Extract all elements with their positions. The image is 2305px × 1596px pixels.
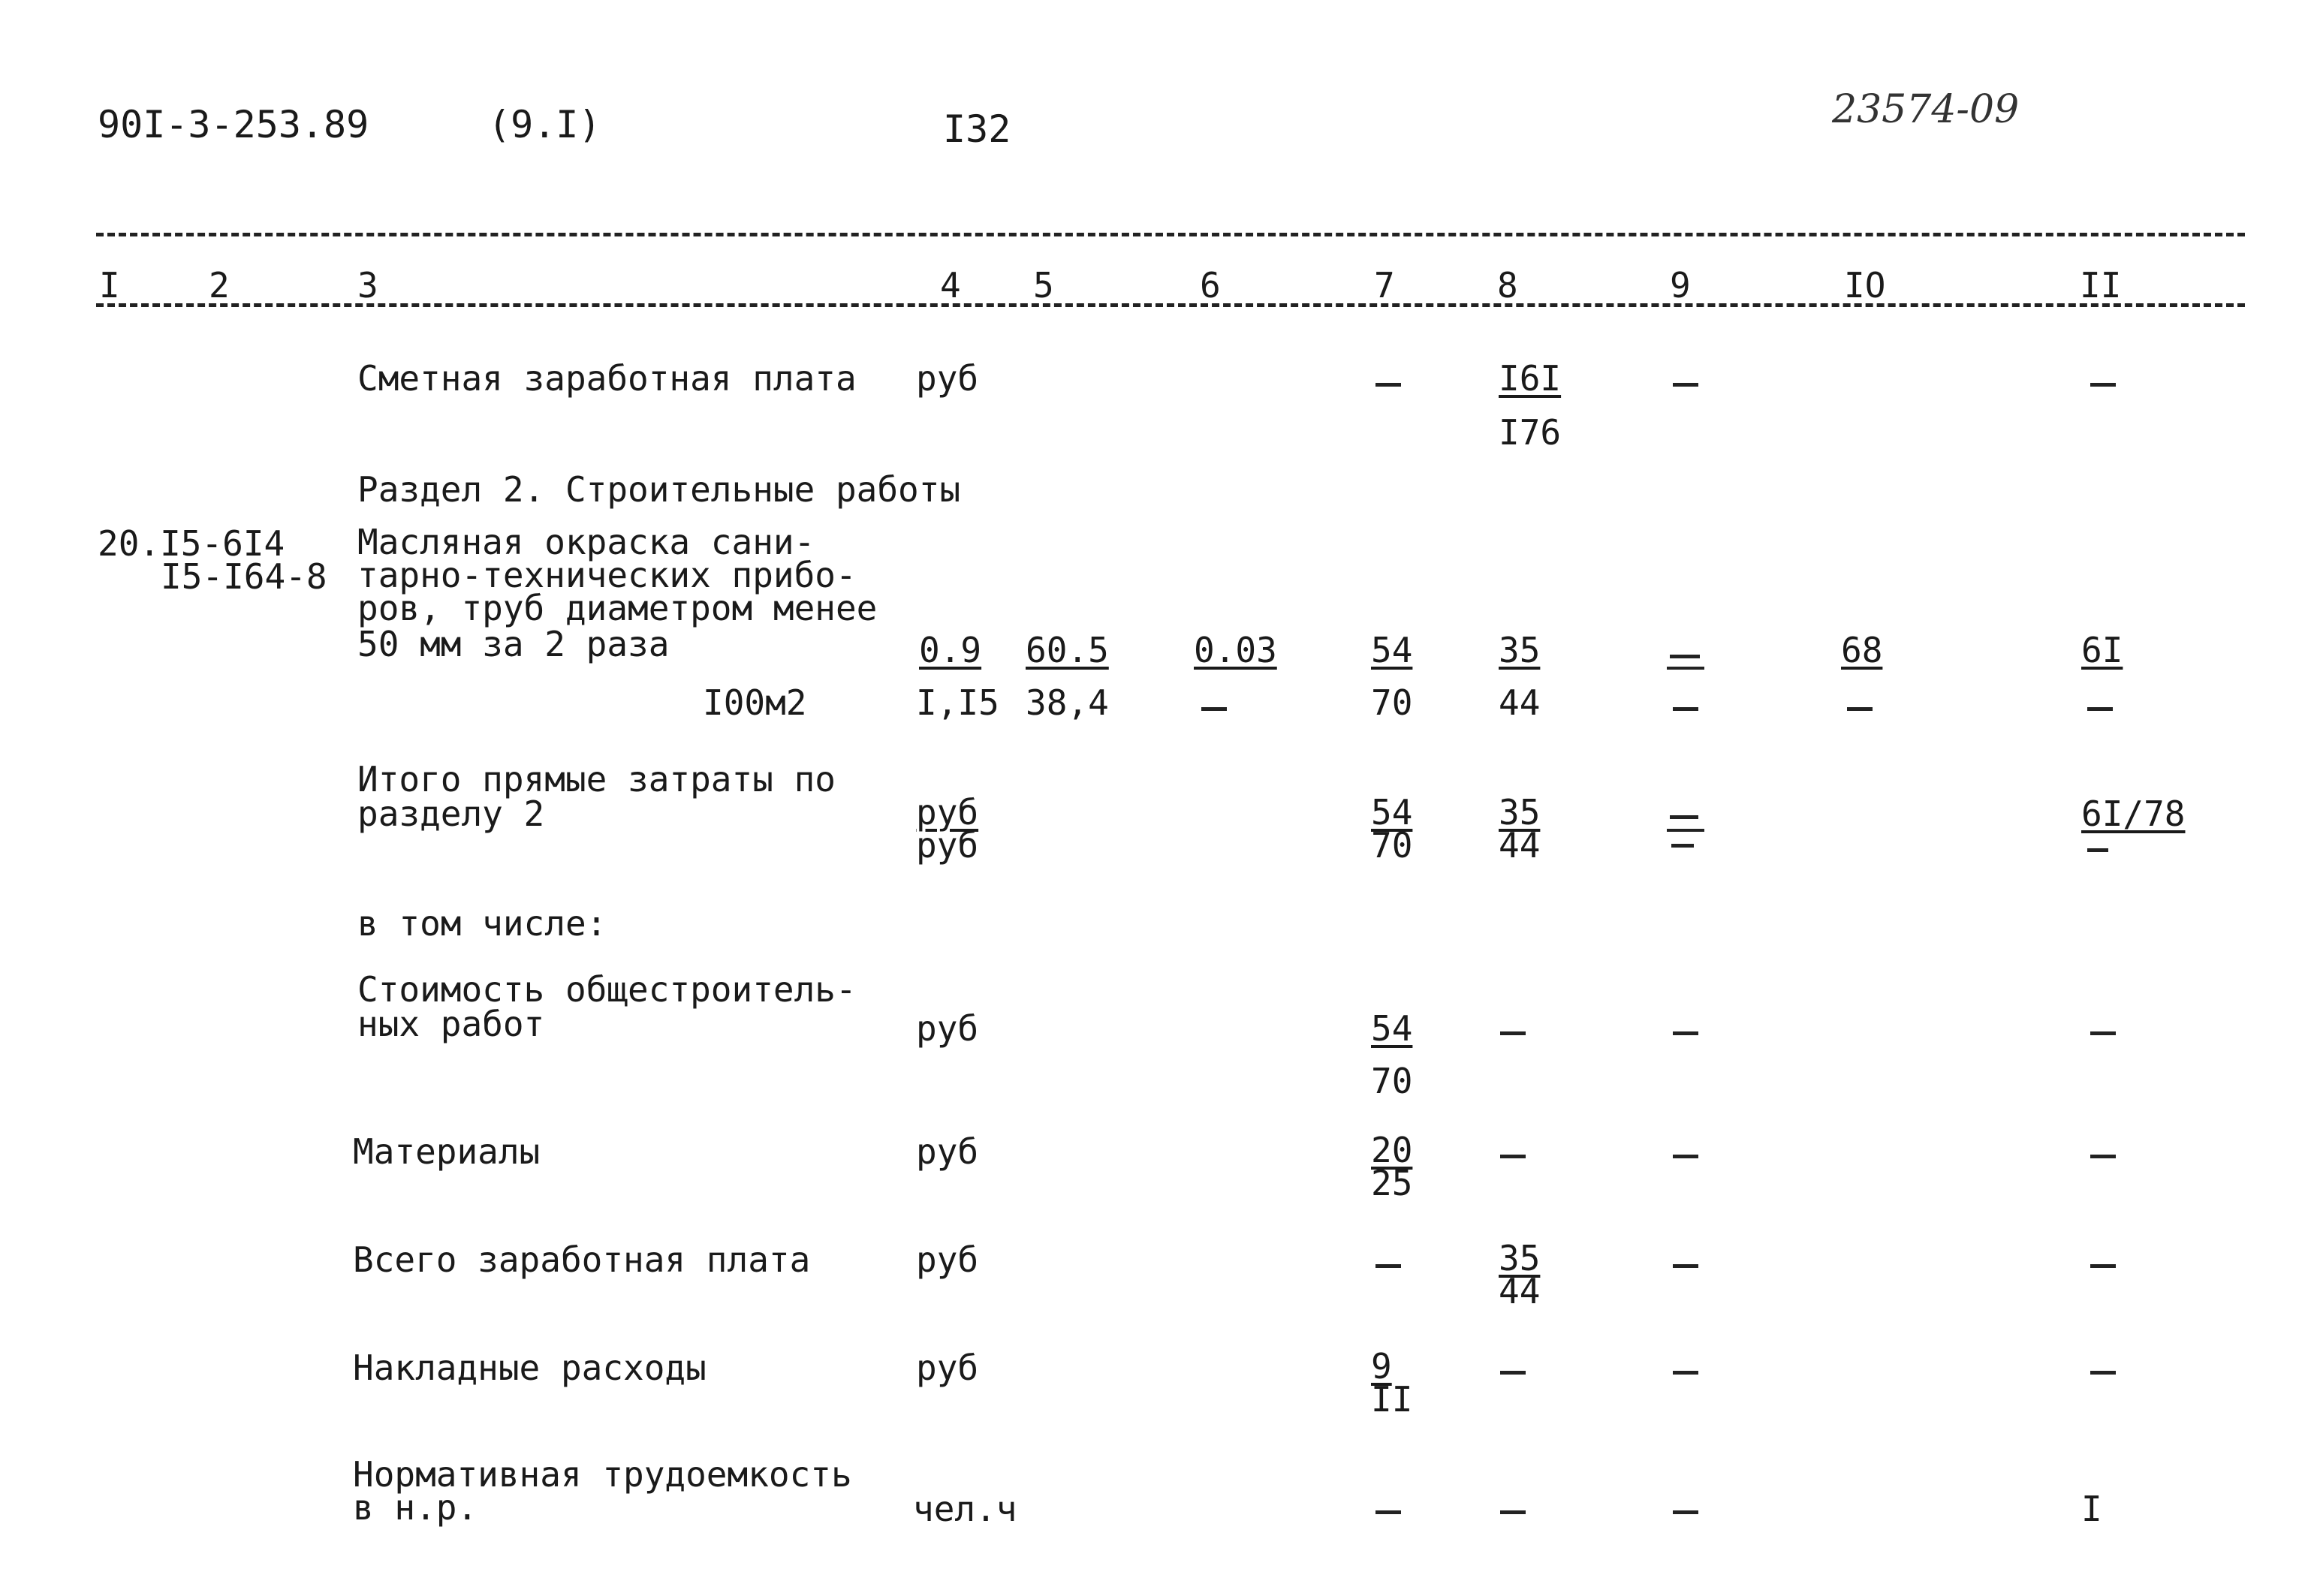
overhead-unit: руб	[916, 1348, 979, 1388]
overhead-c7-top: 9	[1371, 1346, 1392, 1387]
all-wage-label: Всего заработная плата	[353, 1239, 811, 1280]
total-c7-bottom: 70	[1371, 825, 1413, 866]
item-c10-dash	[1847, 707, 1873, 711]
item-c9-dash-2	[1673, 707, 1698, 711]
materials-c7-bottom: 25	[1371, 1163, 1413, 1203]
col-11: II	[2080, 265, 2122, 306]
total-c11-dash	[2087, 848, 2108, 852]
general-c7-top: 54	[1371, 1008, 1413, 1049]
item-c6-top: 0.03	[1194, 630, 1277, 670]
col-4: 4	[940, 265, 961, 306]
wage-unit: руб	[916, 358, 979, 399]
item-code-1: 20.I5-6I4	[98, 523, 285, 564]
all-wage-c8-bottom: 44	[1499, 1271, 1541, 1311]
header-rule-top	[96, 233, 2245, 236]
page-number: I32	[943, 107, 1011, 151]
overhead-c8-dash	[1500, 1371, 1526, 1375]
item-c11-dash	[2087, 707, 2113, 711]
item-c5-top: 60.5	[1026, 630, 1109, 670]
col-7: 7	[1374, 265, 1395, 306]
col-1: I	[99, 265, 120, 306]
wage-c11-dash	[2090, 383, 2116, 387]
all-wage-c7-dash	[1375, 1264, 1401, 1268]
item-desc-1: Масляная окраска сани-	[357, 522, 815, 562]
total-unit-bottom: руб	[916, 825, 979, 866]
item-c11-top: 6I	[2081, 630, 2123, 670]
labor-c9-dash	[1673, 1510, 1698, 1514]
general-label-1: Стоимость общестроитель-	[357, 969, 857, 1010]
item-desc-2: тарно-технических прибо-	[357, 555, 857, 595]
item-c4-bottom: I,I5	[916, 682, 999, 723]
total-c9-rule	[1667, 829, 1704, 832]
general-label-2: ных работ	[357, 1004, 545, 1044]
total-label-1: Итого прямые затраты по	[357, 759, 836, 800]
item-c9-rule	[1667, 667, 1704, 670]
item-unit: I00м2	[703, 682, 807, 723]
item-c7-bottom: 70	[1371, 682, 1413, 723]
labor-unit: чел.ч	[913, 1489, 1017, 1529]
item-c9-dash	[1670, 655, 1700, 658]
overhead-c11-dash	[2090, 1371, 2116, 1375]
overhead-c9-dash	[1673, 1371, 1698, 1375]
all-wage-c8-top: 35	[1499, 1238, 1541, 1278]
item-c10-top: 68	[1841, 630, 1883, 670]
col-6: 6	[1200, 265, 1221, 306]
col-3: 3	[357, 265, 378, 306]
general-c9-dash	[1673, 1031, 1698, 1035]
all-wage-c9-dash	[1673, 1264, 1698, 1268]
col-5: 5	[1033, 265, 1054, 306]
materials-c7-top: 20	[1371, 1130, 1413, 1170]
item-c8-top: 35	[1499, 630, 1541, 670]
section-title: Раздел 2. Строительные работы	[357, 469, 961, 510]
col-9: 9	[1670, 265, 1691, 306]
item-c7-top: 54	[1371, 630, 1413, 670]
total-c7-top: 54	[1371, 792, 1413, 833]
total-c9-dash-2	[1671, 844, 1694, 848]
labor-c7-dash	[1375, 1510, 1401, 1514]
total-c11: 6I/78	[2081, 793, 2186, 834]
total-c8-top: 35	[1499, 792, 1541, 833]
all-wage-unit: руб	[916, 1239, 979, 1280]
col-8: 8	[1497, 265, 1518, 306]
labor-label-2: в н.р.	[353, 1487, 478, 1528]
handwritten-number: 23574-09	[1832, 87, 2020, 132]
section-number: (9.I)	[488, 103, 601, 146]
col-10: IO	[1844, 265, 1886, 306]
wage-label: Сметная заработная плата	[357, 358, 857, 399]
item-c5-bottom: 38,4	[1026, 682, 1109, 723]
general-c7-bottom: 70	[1371, 1061, 1413, 1101]
materials-label: Материалы	[353, 1131, 541, 1172]
materials-c11-dash	[2090, 1155, 2116, 1158]
wage-c7-dash	[1375, 383, 1401, 387]
wage-c8-bottom: I76	[1499, 412, 1562, 453]
overhead-label: Накладные расходы	[353, 1348, 707, 1388]
total-unit-top: руб	[916, 792, 979, 833]
col-2: 2	[209, 265, 230, 306]
total-label-2: разделу 2	[357, 793, 545, 834]
labor-c8-dash	[1500, 1510, 1526, 1514]
header-rule-bottom	[96, 303, 2245, 307]
general-c11-dash	[2090, 1031, 2116, 1035]
all-wage-c11-dash	[2090, 1264, 2116, 1268]
materials-c9-dash	[1673, 1155, 1698, 1158]
materials-c8-dash	[1500, 1155, 1526, 1158]
total-c8-bottom: 44	[1499, 825, 1541, 866]
wage-c9-dash	[1673, 383, 1698, 387]
overhead-c7-bottom: II	[1371, 1379, 1413, 1420]
item-code-2: I5-I64-8	[161, 556, 327, 597]
doc-code: 90I-3-253.89	[98, 103, 369, 146]
materials-unit: руб	[916, 1131, 979, 1172]
general-c8-dash	[1500, 1031, 1526, 1035]
item-desc-3: ров, труб диаметром менее	[357, 588, 878, 628]
total-c9-dash	[1670, 815, 1698, 819]
item-c6-dash	[1201, 707, 1227, 711]
item-c4-top: 0.9	[919, 630, 982, 670]
labor-label-1: Нормативная трудоемкость	[353, 1454, 852, 1495]
incl-label: в том числе:	[357, 903, 607, 944]
general-unit: руб	[916, 1008, 979, 1049]
item-c8-bottom: 44	[1499, 682, 1541, 723]
wage-c8-top: I6I	[1499, 358, 1562, 399]
item-desc-4: 50 мм за 2 раза	[357, 624, 670, 664]
labor-c11: I	[2081, 1489, 2102, 1529]
